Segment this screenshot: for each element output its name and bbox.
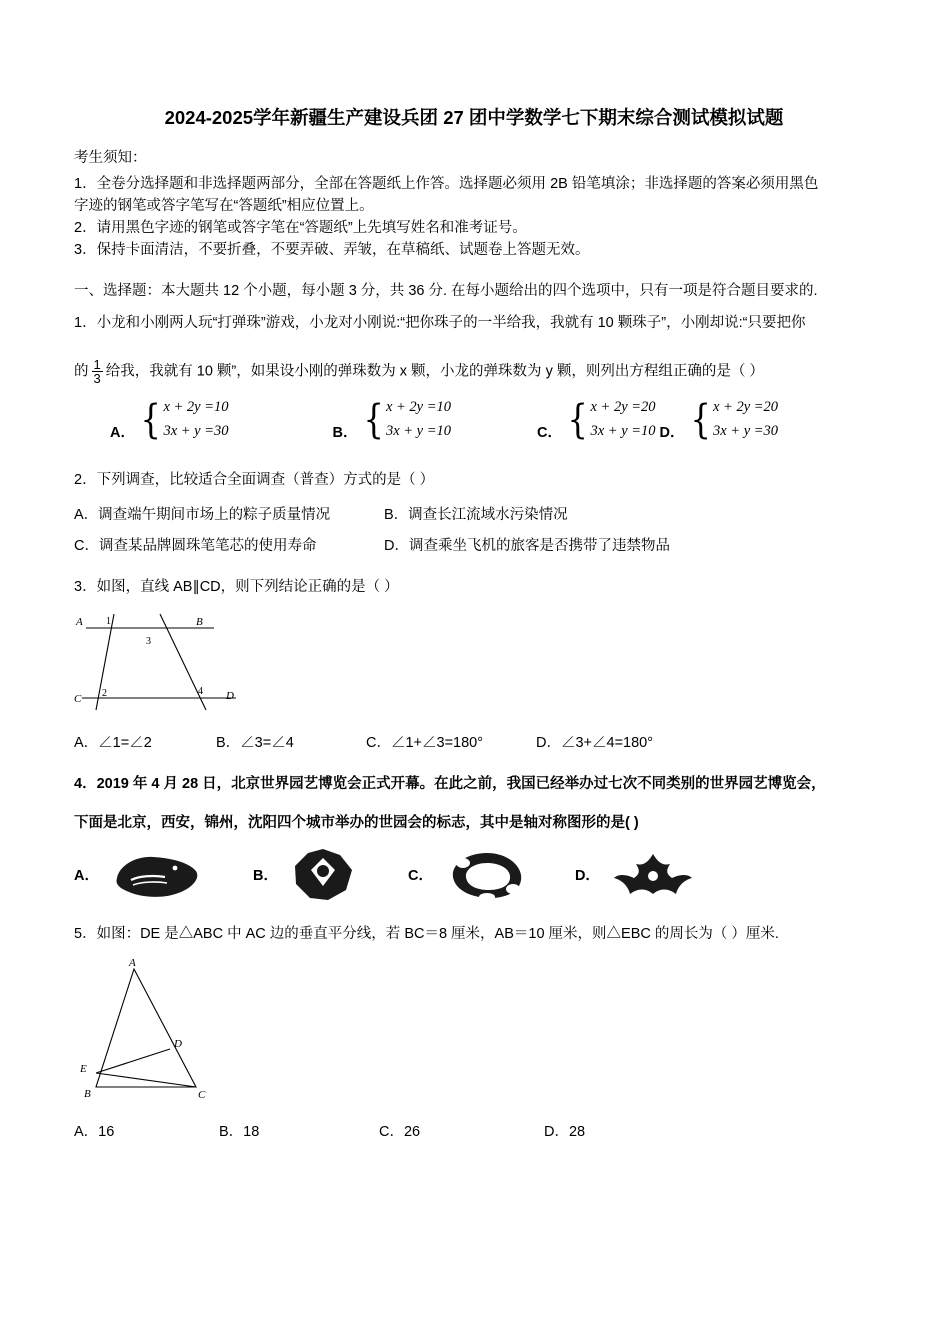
question-5-figure: [74, 955, 874, 1110]
page-title: 2024-2025学年新疆生产建设兵团 27 团中学数学七下期末综合测试模拟试题: [164, 107, 784, 128]
question-2-options-row2: [74, 534, 874, 555]
logo-shenyang-icon[interactable]: [610, 848, 696, 902]
q4-option-c-label: C．: [407, 868, 433, 885]
logo-jinzhou-icon[interactable]: [443, 849, 531, 901]
brace-icon: {: [567, 397, 588, 444]
q5-option-c[interactable]: C．26: [379, 1123, 421, 1140]
question-5-options: [74, 1120, 874, 1141]
svg-text:D: D: [174, 1037, 182, 1050]
option-c-eq2: 3x + y =10: [590, 423, 656, 440]
fraction-denominator: 3: [93, 371, 101, 387]
q4-option-d-label: D．: [574, 868, 600, 885]
question-3-text: 如图，直线 AB∥CD，则下列结论正确的是（ ）: [96, 578, 399, 595]
question-4-text-2: 下面是北京，西安，锦州，沈阳四个城市举办的世园会的标志，其中是轴对称图形的是( ): [74, 814, 639, 831]
question-1-options: [74, 396, 874, 444]
q3-option-b[interactable]: B．∠3=∠4: [216, 734, 294, 751]
q5-option-a[interactable]: A．16: [74, 1123, 115, 1140]
q5-option-b[interactable]: B．18: [219, 1123, 260, 1140]
question-1-number: 1．: [74, 314, 97, 331]
option-b-eq2: 3x + y =10: [385, 423, 452, 440]
notice-line-3: 2．请用黑色字迹的钢笔或答字笔在“答题纸”上先填写姓名和准考证号。: [74, 220, 527, 237]
svg-text:A: A: [129, 956, 136, 969]
svg-text:E: E: [80, 1062, 87, 1075]
option-a-eq2: 3x + y =30: [163, 423, 229, 440]
fraction-one-third: [92, 358, 103, 386]
option-b-eq1: x + 2y =10: [385, 399, 452, 416]
notice-line-1: 1．全卷分选择题和非选择题两部分，全部在答题纸上作答。选择题必须用 2B 铅笔填涂；非选择题的答案必须用黑色: [74, 176, 819, 192]
option-b-equations: [386, 396, 451, 444]
svg-text:1: 1: [106, 615, 111, 627]
svg-text:4: 4: [198, 685, 203, 697]
triangle-perpendicular-bisector-diagram: [74, 955, 254, 1105]
option-d[interactable]: [660, 396, 779, 444]
question-4-options: [74, 846, 874, 904]
question-4-number: 4．: [74, 775, 97, 792]
svg-text:C: C: [198, 1088, 206, 1101]
question-4: [74, 772, 874, 797]
option-c-label: C．: [537, 424, 563, 441]
q3-option-d[interactable]: D．∠3+∠4=180°: [536, 734, 654, 751]
question-2-text: 下列调查，比较适合全面调查（普查）方式的是（ ）: [96, 471, 435, 488]
option-c-equations: [590, 396, 655, 444]
question-3-number: 3．: [74, 578, 97, 595]
question-1: [74, 311, 874, 336]
option-a-equations: [163, 396, 228, 444]
option-c-eq1: x + 2y =20: [590, 399, 656, 416]
option-c[interactable]: [537, 396, 656, 444]
parallel-lines-diagram: [74, 606, 274, 716]
q5-option-d[interactable]: D．28: [544, 1123, 586, 1140]
option-a[interactable]: [110, 396, 229, 444]
svg-text:2: 2: [102, 687, 107, 699]
option-d-eq2: 3x + y =30: [712, 423, 779, 440]
question-3-options: [74, 731, 874, 752]
option-b[interactable]: [333, 396, 452, 444]
question-5: [74, 922, 874, 947]
page-content: [74, 104, 874, 1141]
option-b-label: B．: [332, 424, 358, 441]
q3-option-c[interactable]: C．∠1+∠3=180°: [366, 734, 484, 751]
question-2: [74, 468, 874, 493]
svg-text:B: B: [84, 1087, 91, 1100]
question-5-text: 如图：DE 是△ABC 中 AC 边的垂直平分线，若 BC＝8 厘米，AB＝10 厘米，则△EBC 的周长为（ ）厘米.: [96, 925, 779, 942]
option-a-label: A．: [110, 424, 135, 441]
q2-option-c[interactable]: C．调查某品牌圆珠笔笔芯的使用寿命: [74, 537, 317, 554]
q4-option-a-label: A．: [74, 868, 99, 885]
svg-text:C: C: [74, 692, 82, 705]
option-d-label: D．: [659, 424, 685, 441]
question-3-figure: [74, 606, 874, 721]
question-2-options-row1: [74, 503, 874, 524]
question-1-text-b: 的: [74, 363, 89, 380]
logo-beijing-icon[interactable]: [109, 848, 205, 902]
question-3: [74, 575, 874, 600]
q4-option-b-label: B．: [252, 868, 278, 885]
q2-option-d[interactable]: D．调查乘坐飞机的旅客是否携带了违禁物品: [384, 537, 670, 554]
fraction-numerator: 1: [93, 356, 101, 372]
q2-option-b[interactable]: B．调查长江流域水污染情况: [384, 506, 568, 523]
question-2-number: 2．: [74, 471, 97, 488]
question-1-line2: [74, 358, 874, 386]
notice-line-4: 3．保持卡面清洁，不要折叠，不要弄破、弄皱，在草稿纸、试题卷上答题无效。: [74, 242, 590, 259]
question-1-text-c: 给我，我就有 10 颗”，如果设小刚的弹珠数为 x 颗，小龙的弹珠数为 y 颗，则列出方程组正确的是（ ）: [105, 363, 764, 380]
section-one-heading: 一、选择题：本大题共 12 个小题，每小题 3 分，共 36 分. 在每小题给出的四个选项中，只有一项是符合题目要求的.: [74, 283, 818, 300]
notice-heading: 考生须知：: [74, 150, 147, 166]
q2-option-a[interactable]: A．调查端午期间市场上的粽子质量情况: [74, 506, 331, 523]
svg-text:B: B: [196, 615, 203, 628]
option-d-eq1: x + 2y =20: [712, 399, 779, 416]
svg-text:D: D: [226, 689, 234, 702]
option-a-eq1: x + 2y =10: [163, 399, 229, 416]
question-4-text-1: 2019 年 4 月 28 日，北京世界园艺博览会正式开幕。在此之前，我国已经举办过七次不同类别的世界园艺博览会，: [96, 775, 826, 792]
svg-text:3: 3: [146, 635, 151, 647]
option-d-equations: [713, 396, 778, 444]
question-4-line2: [74, 811, 874, 836]
question-1-text-a: 小龙和小刚两人玩“打弹珠”游戏，小龙对小刚说:“把你珠子的一半给我，我就有 10 颗珠子”，小刚却说:“只要把你: [96, 314, 806, 331]
brace-icon: {: [690, 397, 711, 444]
svg-text:A: A: [76, 615, 83, 628]
brace-icon: {: [140, 397, 161, 444]
question-5-number: 5．: [74, 925, 97, 942]
logo-xian-icon[interactable]: [288, 846, 358, 904]
q3-option-a[interactable]: A．∠1=∠2: [74, 734, 152, 751]
notice-line-2: 字迹的钢笔或答字笔写在“答题纸”相应位置上。: [74, 198, 374, 215]
brace-icon: {: [363, 397, 384, 444]
